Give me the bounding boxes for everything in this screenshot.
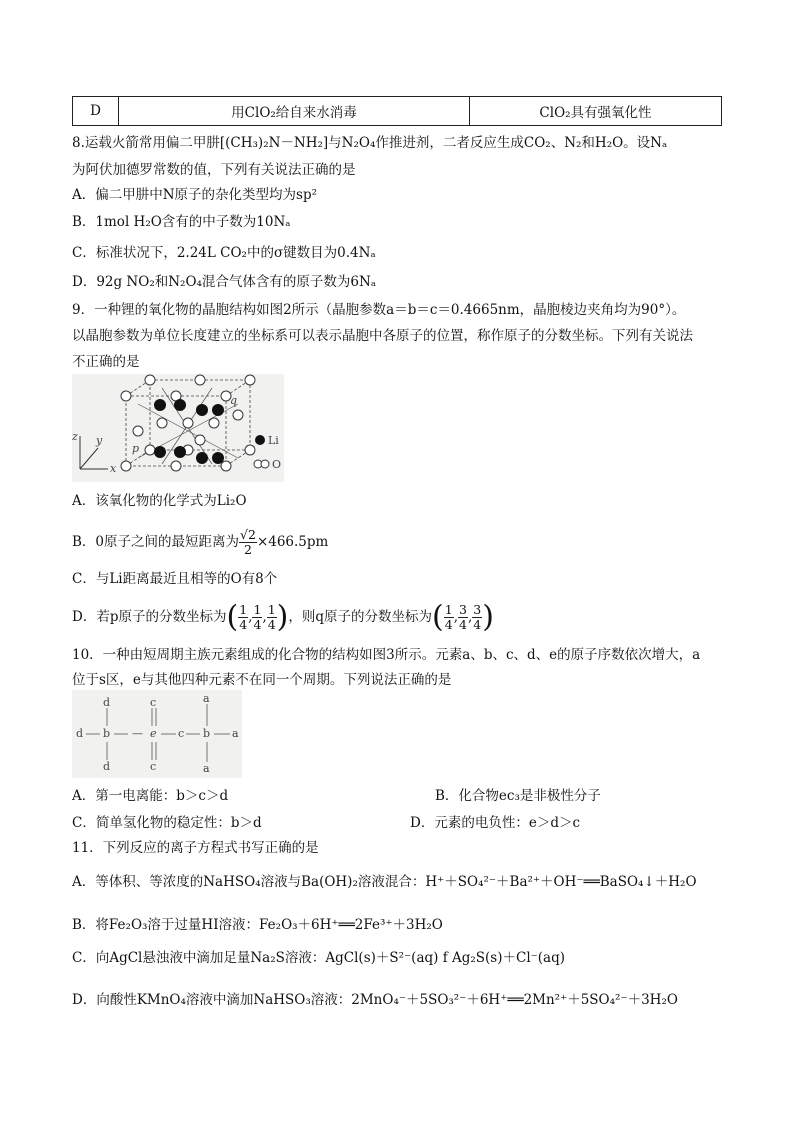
fraction-numerator: √2	[240, 527, 256, 542]
legend-o-label: O	[272, 458, 282, 471]
answer-table	[72, 96, 722, 126]
table-cell-method: 用ClO₂给自来水消毒	[119, 97, 470, 126]
atom-p-label: p	[132, 442, 140, 455]
fraction-denominator: 2	[244, 542, 252, 557]
p-coord-z: $\frac{1}{4}$	[267, 602, 276, 632]
q8-stem-line1: 8.运载火箭常用偏二甲肼[(CH₃)₂N－NH₂]与N₂O₄作推进剂，二者反应生成CO₂、N₂和H₂O。设Nₐ	[72, 135, 668, 151]
q9-option-d: D．若p原子的分数坐标为( $\frac{1}{4}$ , $\frac{1}{4}$ , $\frac{1}{4}$ )，则q原子的分数坐标为( $\frac{1}{4}$ , $\frac{3}{4}$ , $\frac{3}{4}$ )	[72, 599, 494, 635]
axis-y-label: y	[96, 434, 103, 447]
q10-option-b: B．化合物ec₃是非极性分子	[435, 788, 601, 804]
axis-z-label: z	[72, 430, 78, 443]
compound-structure-figure: d b d d — e c c c b a a a	[72, 690, 242, 778]
table-row	[73, 97, 722, 126]
q11-option-a: A．等体积、等浓度的NaHSO₄溶液与Ba(OH)₂溶液混合：H⁺＋SO₄²⁻＋Ba²⁺＋OH⁻══BaSO₄↓＋H₂O	[72, 874, 697, 890]
q10-option-c: C．简单氢化物的稳定性：b＞d	[72, 815, 262, 831]
q9-option-b-fraction	[239, 528, 257, 557]
q10-option-a: A．第一电离能：b＞c＞d	[72, 788, 229, 804]
q-coord-z: $\frac{3}{4}$	[473, 602, 482, 632]
q10-stem-line1: 10．一种由短周期主族元素组成的化合物的结构如图3所示。元素a、b、c、d、e的原子序数依次增大，a	[72, 647, 701, 663]
q-coord-y: $\frac{3}{4}$	[458, 602, 467, 632]
atom-q-label: q	[230, 394, 238, 407]
q8-option-d: D．92g NO₂和N₂O₄混合气体含有的原子数为6Nₐ	[72, 274, 377, 290]
crystal-cell-figure	[72, 374, 284, 482]
q9-option-d-middle: ，则q原子的分数坐标为	[288, 609, 433, 625]
q9-stem-line1: 9．一种锂的氧化物的晶胞结构如图2所示（晶胞参数a＝b＝c＝0.4665nm，晶胞棱边夹角均为90°）。	[72, 302, 686, 318]
q8-stem-line2: 为阿伏加德罗常数的值，下列有关说法正确的是	[72, 162, 356, 178]
p-coord-x: $\frac{1}{4}$	[239, 602, 248, 632]
q9-option-d-prefix: D．若p原子的分数坐标为	[72, 609, 227, 625]
q11-stem: 11．下列反应的离子方程式书写正确的是	[72, 840, 319, 856]
table-cell-label: D	[73, 97, 119, 126]
q9-option-b-prefix: B．0原子之间的最短距离为	[72, 534, 240, 550]
q11-option-c: C．向AgCl悬浊液中滴加足量Na₂S溶液：AgCl(s)＋S²⁻(aq) f Ag₂S(s)＋Cl⁻(aq)	[72, 950, 565, 966]
p-coord-y: $\frac{1}{4}$	[253, 602, 262, 632]
q9-option-c: C．与Li距离最近且相等的O有8个	[72, 571, 278, 587]
axis-x-label: x	[110, 462, 117, 475]
q10-option-d: D．元素的电负性：e＞d＞c	[410, 815, 581, 831]
table-cell-reason: ClO₂具有强氧化性	[470, 97, 722, 126]
q9-option-b-suffix: ×466.5pm	[256, 534, 329, 550]
q8-option-a: A．偏二甲肼中N原子的杂化类型均为sp²	[72, 187, 318, 203]
q8-option-c: C．标准状况下，2.24L CO₂中的σ键数目为0.4Nₐ	[72, 245, 376, 261]
q8-option-b: B．1mol H₂O含有的中子数为10Nₐ	[72, 214, 291, 230]
q9-option-a: A．该氧化物的化学式为Li₂O	[72, 493, 247, 509]
legend-li-label: Li	[268, 434, 279, 447]
q9-option-b	[72, 522, 328, 562]
q9-stem-line3: 不正确的是	[72, 354, 140, 370]
q-coord-x: $\frac{1}{4}$	[444, 602, 453, 632]
q11-option-d: D．向酸性KMnO₄溶液中滴加NaHSO₃溶液：2MnO₄⁻＋5SO₃²⁻＋6H⁺══2Mn²⁺＋5SO₄²⁻＋3H₂O	[72, 992, 678, 1008]
q9-stem-line2: 以晶胞参数为单位长度建立的坐标系可以表示晶胞中各原子的位置，称作原子的分数坐标。下列有关说法	[72, 328, 693, 344]
q10-stem-line2: 位于s区，e与其他四种元素不在同一个周期。下列说法正确的是	[72, 672, 452, 688]
q11-option-b: B．将Fe₂O₃溶于过量HI溶液：Fe₂O₃＋6H⁺══2Fe³⁺＋3H₂O	[72, 917, 443, 933]
